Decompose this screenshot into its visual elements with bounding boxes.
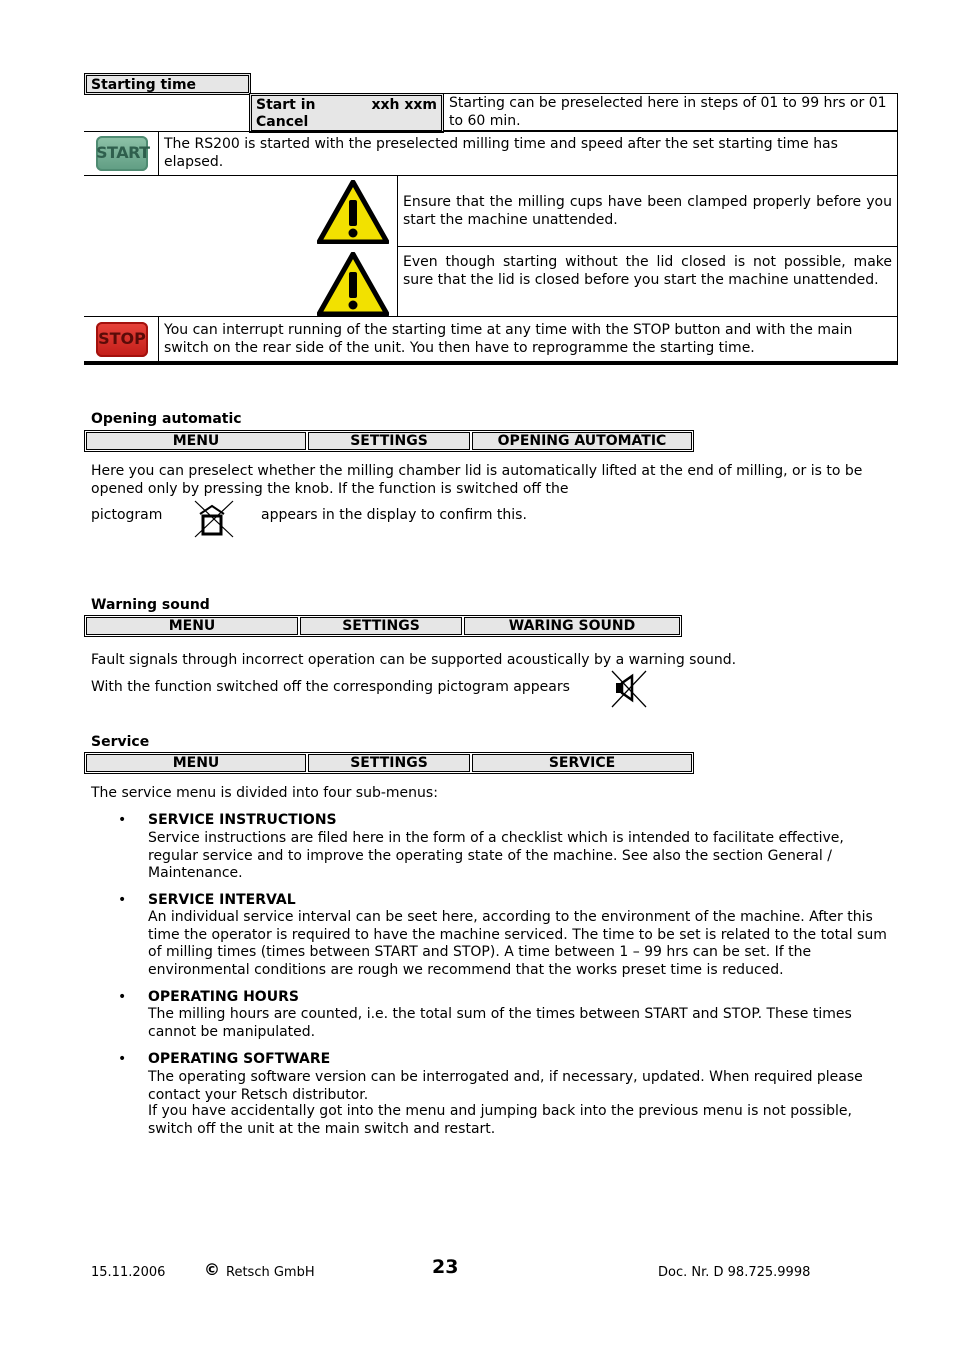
warning-icon-1 (317, 180, 389, 244)
footer-company: Retsch GmbH (226, 1265, 315, 1280)
starting-time-description: Starting can be preselected here in steps of 01 to 99 hrs or 01 to 60 min. (443, 93, 898, 131)
bullet-4: • (118, 1051, 127, 1067)
warning-text-cell-2 (397, 246, 898, 317)
warning-text-1: Ensure that the milling cups have been clamped properly before you start the machine unattended. (403, 194, 892, 228)
stop-row (84, 316, 898, 361)
menu-path-settings: SETTINGS (300, 617, 462, 635)
warning-sound-paragraph-2: With the function switched off the corresponding pictogram appears (91, 679, 570, 695)
warning-icon-2 (317, 252, 389, 316)
menu-path-settings: SETTINGS (308, 754, 470, 772)
bullet-1: • (118, 812, 127, 828)
service-item-title-2: SERVICE INTERVAL (148, 892, 296, 908)
page-number: 23 (432, 1256, 459, 1278)
footer-doc-nr: Doc. Nr. D 98.725.9998 (658, 1265, 811, 1280)
starting-time-header: Starting time (84, 73, 251, 95)
start-row (84, 131, 898, 176)
start-button-label: START (96, 143, 150, 162)
warning-sound-heading: Warning sound (91, 597, 210, 613)
service-item-title-1: SERVICE INSTRUCTIONS (148, 812, 337, 828)
section-rule (84, 361, 898, 365)
bullet-3: • (118, 989, 127, 1005)
warning-sound-menu-path (84, 615, 682, 637)
menu-path-menu: MENU (86, 617, 298, 635)
opening-automatic-menu-path (84, 430, 694, 452)
speaker-muted-icon (610, 670, 648, 708)
footer-date: 15.11.2006 (91, 1265, 166, 1280)
service-item-text-3: The milling hours are counted, i.e. the total sum of the times between START and STOP. These times cannot be manipulated. (148, 1006, 852, 1040)
warning-text-2: Even though starting without the lid closed is not possible, make sure that the lid is closed before you start the machine unattended. (403, 254, 892, 288)
service-intro: The service menu is divided into four sub-menus: (91, 785, 438, 801)
service-item-title-3: OPERATING HOURS (148, 989, 299, 1005)
warning-sound-paragraph-1: Fault signals through incorrect operation can be supported acoustically by a warning sound. (91, 652, 737, 668)
warning-text-cell-1 (397, 175, 898, 247)
stop-icon-cell (84, 317, 159, 361)
service-item-text-2: An individual service interval can be seet here, according to the environment of the machine. After this time the operator is required to have the machine serviced. The time to be set is related to the total sum of milling times (times between START and STOP). A time between 1 – 99 hrs can be set. If the environmental conditions are rough we recommend that the works preset time is reduced. (148, 909, 887, 978)
pictogram-after-text: appears in the display to confirm this. (261, 507, 527, 523)
menu-path-opening-automatic: OPENING AUTOMATIC (472, 432, 692, 450)
menu-path-service: SERVICE (472, 754, 692, 772)
bullet-2: • (118, 892, 127, 908)
pictogram-label: pictogram (91, 507, 163, 523)
stop-button-icon (96, 322, 148, 357)
service-item-text-4: The operating software version can be interrogated and, if necessary, updated. When required please contact your Retsch distributor. (148, 1069, 863, 1103)
cancel-label: Cancel (256, 114, 309, 130)
stop-text: You can interrupt running of the starting time at any time with the STOP button and with the main switch on the rear side of the unit. You then have to reprogramme the starting time. (164, 322, 853, 356)
start-in-cancel-cell (249, 93, 444, 133)
start-text: The RS200 is started with the preselected milling time and speed after the set starting time has elapsed. (164, 136, 838, 170)
opening-automatic-paragraph: Here you can preselect whether the milling chamber lid is automatically lifted at the end of milling, or is to be opened only by pressing the knob. If the function is switched off the (91, 463, 863, 497)
start-icon-cell (84, 132, 159, 175)
warning-area (84, 175, 898, 317)
service-item-text-4b: If you have accidentally got into the menu and jumping back into the previous menu is not possible, switch off the unit at the main switch and restart. (148, 1103, 852, 1137)
time-format: xxh xxm (371, 97, 437, 113)
lid-open-off-icon (193, 499, 235, 539)
menu-path-warning-sound: WARING SOUND (464, 617, 680, 635)
stop-button-label: STOP (98, 329, 146, 348)
menu-path-menu: MENU (86, 754, 306, 772)
service-item-title-4: OPERATING SOFTWARE (148, 1051, 331, 1067)
menu-path-settings: SETTINGS (308, 432, 470, 450)
start-button-icon (96, 136, 148, 171)
menu-path-menu: MENU (86, 432, 306, 450)
start-in-label: Start in (256, 97, 316, 113)
service-item-text-1: Service instructions are filed here in the form of a checklist which is intended to facilitate effective, regular service and to improve the operating state of the machine. See also the section General / Maintenance. (148, 830, 844, 881)
opening-automatic-heading: Opening automatic (91, 411, 242, 427)
service-menu-path (84, 752, 694, 774)
copyright-icon: © (204, 1260, 220, 1279)
service-heading: Service (91, 734, 150, 750)
